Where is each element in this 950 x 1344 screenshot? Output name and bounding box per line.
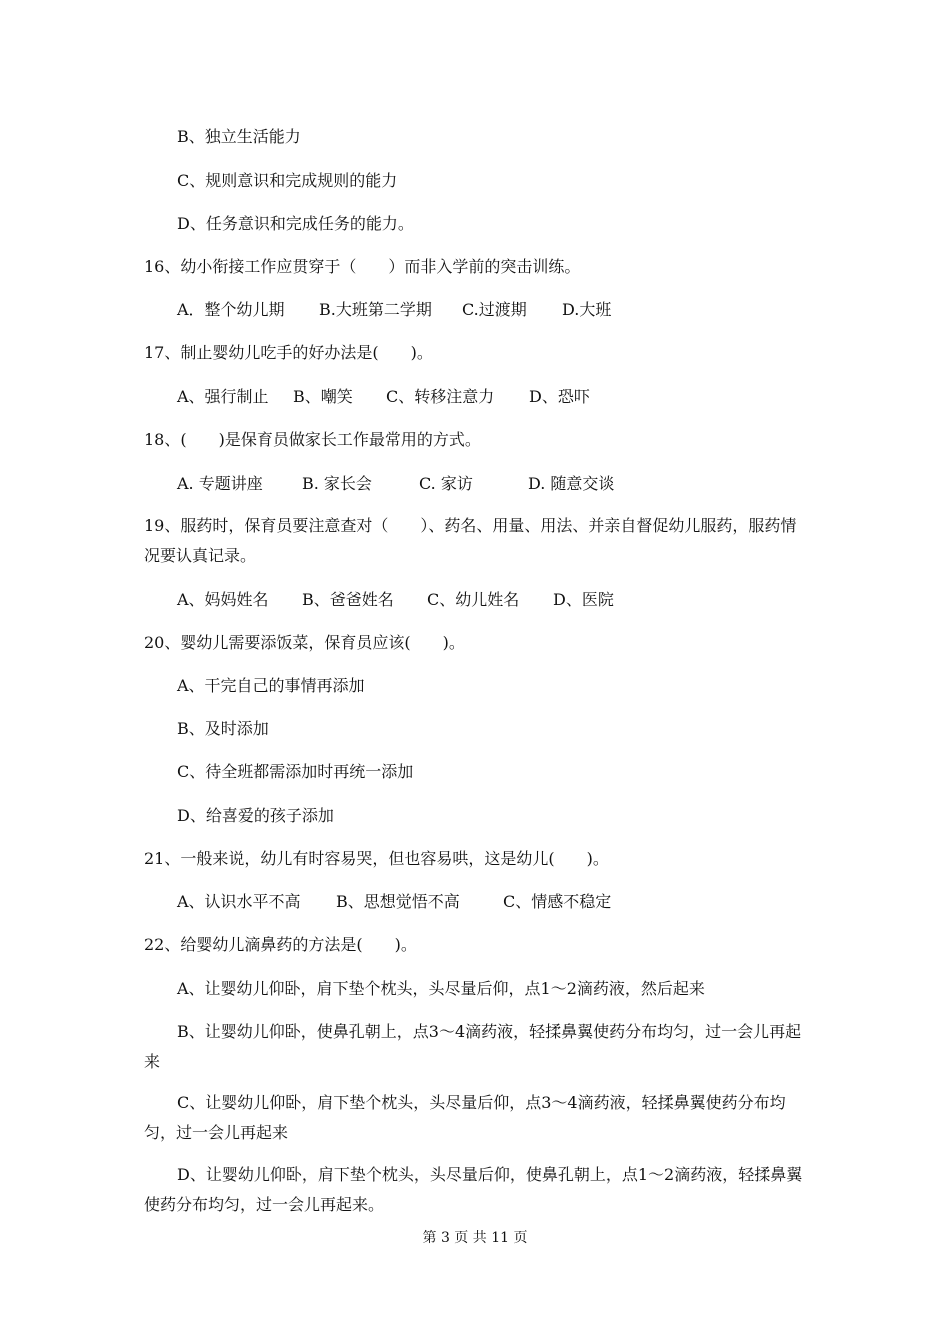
q20-option-c: C、待全班都需添加时再统一添加 (177, 762, 414, 781)
q21-options (177, 891, 611, 913)
q18-option-d: D. 随意交谈 (528, 474, 615, 493)
q18-option-b: B. 家长会 (302, 474, 372, 493)
q16-option-b: B.大班第二学期 (319, 300, 432, 319)
q19-options (177, 589, 614, 611)
q16-option-a: A．整个幼儿期 (177, 300, 285, 319)
q17-option-b: B、嘲笑 (293, 387, 353, 406)
q19-option-d: D、医院 (553, 590, 614, 609)
q16-option-d: D.大班 (562, 300, 612, 319)
q22-option-b: B、让婴幼儿仰卧，使鼻孔朝上，点3～4滴药液，轻揉鼻翼使药分布均匀，过一会儿再起来 (144, 1022, 802, 1071)
q15-option-b: B、独立生活能力 (177, 127, 301, 146)
q18-option-a: A. 专题讲座 (177, 474, 263, 493)
q16-option-c: C.过渡期 (462, 300, 527, 319)
q21-option-a: A、认识水平不高 (177, 892, 301, 911)
q22-option-a: A、让婴幼儿仰卧，肩下垫个枕头，头尽量后仰，点1～2滴药液，然后起来 (177, 979, 705, 998)
q17-option-c: C、转移注意力 (386, 387, 495, 406)
q19-stem: 19、服药时，保育员要注意查对（ ）、药名、用量、用法、并亲自督促幼儿服药，服药情况要认真记录。 (144, 516, 797, 565)
q17-stem: 17、制止婴幼儿吃手的好办法是( )。 (144, 343, 433, 362)
q22-stem: 22、给婴幼儿滴鼻药的方法是( )。 (144, 935, 417, 954)
q17-option-a: A、强行制止 (177, 387, 269, 406)
q22-option-c: C、让婴幼儿仰卧，肩下垫个枕头，头尽量后仰，点3～4滴药液，轻揉鼻翼使药分布均匀，过一会儿再起来 (144, 1093, 786, 1142)
q18-option-c: C. 家访 (419, 474, 473, 493)
q20-stem: 20、婴幼儿需要添饭菜，保育员应该( )。 (144, 633, 465, 652)
q20-option-b: B、及时添加 (177, 719, 269, 738)
q17-option-d: D、恐吓 (529, 387, 590, 406)
q15-option-d: D、任务意识和完成任务的能力。 (177, 214, 414, 233)
q20-option-a: A、干完自己的事情再添加 (177, 676, 365, 695)
q19-option-a: A、妈妈姓名 (177, 590, 269, 609)
page-number-footer: 第 3 页 共 11 页 (422, 1230, 528, 1246)
q19-option-c: C、幼儿姓名 (427, 590, 520, 609)
q18-stem: 18、( )是保育员做家长工作最常用的方式。 (144, 430, 481, 449)
q21-stem: 21、一般来说，幼儿有时容易哭，但也容易哄，这是幼儿( )。 (144, 849, 609, 868)
q17-options (177, 386, 590, 408)
q18-options (177, 473, 614, 495)
q19-option-b: B、爸爸姓名 (302, 590, 394, 609)
q15-option-c: C、规则意识和完成规则的能力 (177, 171, 398, 190)
q22-option-d: D、让婴幼儿仰卧，肩下垫个枕头，头尽量后仰，使鼻孔朝上，点1～2滴药液，轻揉鼻翼使药分布均匀，过一会儿再起来。 (144, 1165, 803, 1214)
q20-option-d: D、给喜爱的孩子添加 (177, 806, 334, 825)
q21-option-b: B、思想觉悟不高 (336, 892, 460, 911)
q16-options (177, 299, 611, 321)
q16-stem: 16、幼小衔接工作应贯穿于（ ）而非入学前的突击训练。 (144, 257, 581, 276)
q21-option-c: C、情感不稳定 (503, 892, 612, 911)
